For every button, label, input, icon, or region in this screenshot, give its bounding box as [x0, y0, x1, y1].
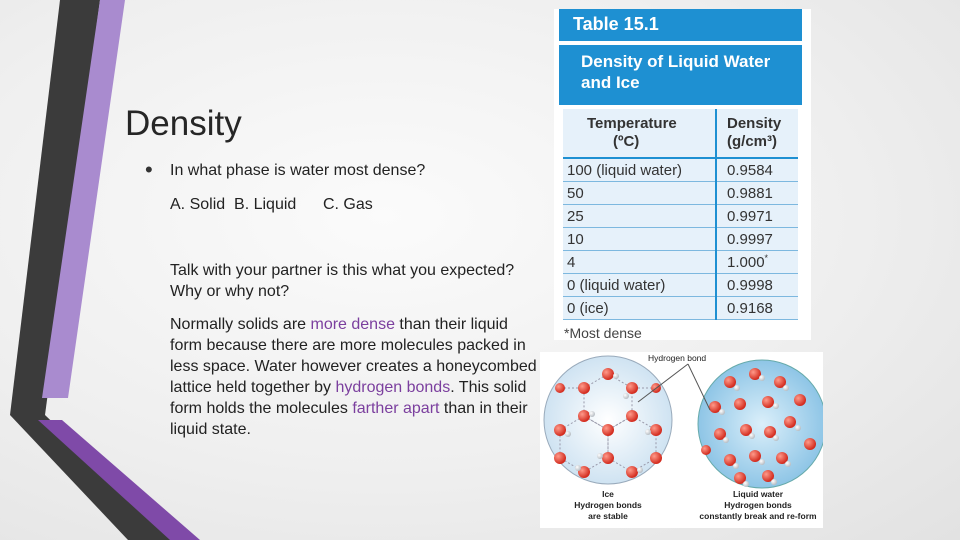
cell-temp: 100 (liquid water) [563, 158, 716, 182]
molecule-illustration [540, 352, 823, 528]
ice-caption-1: Ice [602, 489, 614, 499]
cell-temp: 0 (ice) [563, 297, 716, 320]
col-temperature-unit: (ºC) [613, 133, 640, 150]
cell-density: 0.9998 [716, 274, 798, 297]
explanation-paragraph [170, 314, 540, 440]
table-row [563, 274, 798, 297]
cell-density [716, 251, 798, 274]
cell-temp: 4 [563, 251, 716, 274]
highlight-more-dense: more dense [310, 316, 395, 333]
bullet-icon: • [145, 157, 153, 182]
table-footnote: *Most dense [564, 325, 642, 341]
liquid-caption-1: Liquid water [732, 489, 784, 499]
table-number: Table 15.1 [573, 14, 659, 34]
table-row [563, 182, 798, 205]
cell-temp: 10 [563, 228, 716, 251]
table-row [563, 158, 798, 182]
cell-density: 0.9881 [716, 182, 798, 205]
hydrogen-bond-label: Hydrogen bond [648, 353, 707, 363]
discussion-prompt: Talk with your partner is this what you expected? Why or why not? [170, 262, 515, 300]
cell-temp: 25 [563, 205, 716, 228]
explanation-text-3: . This solid form holds the molecules [170, 379, 527, 417]
table-heading: Density of Liquid Water and Ice [581, 52, 771, 92]
table-heading-banner [559, 45, 802, 105]
cell-density-value: 1.000 [727, 254, 765, 271]
most-dense-mark: * [764, 253, 769, 263]
cell-density: 0.9997 [716, 228, 798, 251]
table-number-banner [559, 9, 802, 41]
density-table [563, 109, 798, 320]
col-temperature-label: Temperature [587, 115, 677, 132]
col-density-label: Density [727, 115, 782, 132]
ice-vs-water-diagram [540, 352, 823, 528]
density-table-card [554, 9, 811, 340]
highlight-farther-apart: farther apart [352, 400, 440, 417]
callout-line-liquid [688, 364, 710, 410]
slide-title: Density [125, 104, 242, 143]
table-row [563, 205, 798, 228]
question-bullet [145, 157, 426, 182]
cell-temp: 50 [563, 182, 716, 205]
explanation-text-1: Normally solids are [170, 316, 311, 333]
table-row [563, 297, 798, 320]
cell-temp: 0 (liquid water) [563, 274, 716, 297]
col-temperature [563, 109, 716, 158]
ice-caption-2: Hydrogen bonds [574, 500, 642, 510]
liquid-caption-2: Hydrogen bonds [724, 500, 792, 510]
table-header-row [563, 109, 798, 158]
ice-caption-3: are stable [588, 511, 628, 521]
liquid-caption-3: constantly break and re-form [699, 511, 817, 521]
question-text: In what phase is water most dense? [170, 162, 426, 179]
table-row [563, 228, 798, 251]
col-density [716, 109, 798, 158]
explanation-text-4: than in their liquid state. [170, 400, 528, 438]
cell-density: 0.9971 [716, 205, 798, 228]
explanation-text-2: than their liquid form because there are more molecules packed in less space. Water however creates a honeycombed lattice held together by [170, 316, 537, 396]
table-row [563, 251, 798, 274]
answer-choices: A. Solid B. Liquid C. Gas [170, 196, 373, 213]
cell-density: 0.9168 [716, 297, 798, 320]
highlight-hydrogen-bonds: hydrogen bonds [335, 379, 451, 396]
cell-density: 0.9584 [716, 158, 798, 182]
col-density-unit: (g/cm³) [727, 133, 777, 150]
